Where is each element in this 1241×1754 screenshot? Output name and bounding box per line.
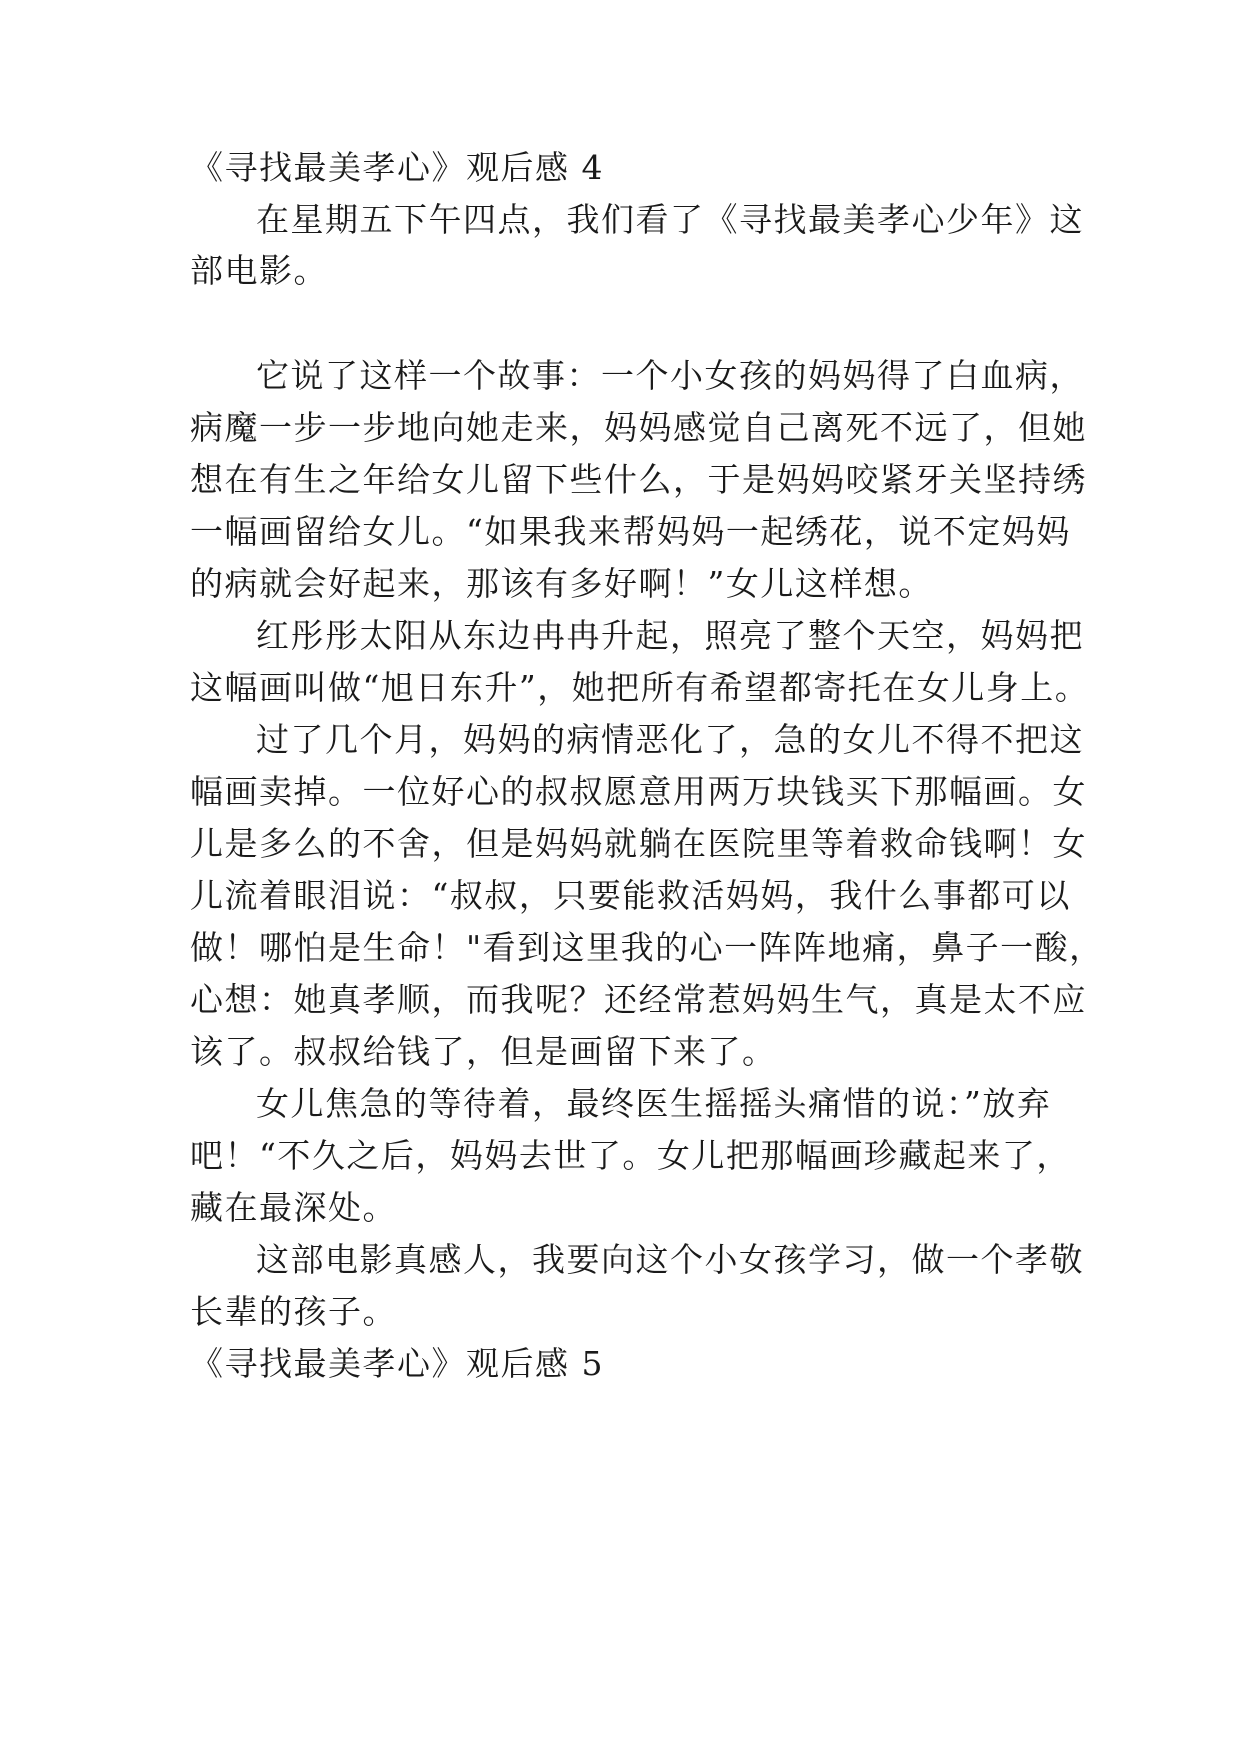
paragraph-5-line-2: 吧！“不久之后，妈妈去世了。女儿把那幅画珍藏起来了， — [190, 1136, 1071, 1175]
paragraph-1-line-2: 部电影。 — [190, 251, 328, 290]
essay-heading-4: 《寻找最美孝心》观后感 4 — [190, 148, 604, 187]
paragraph-6-line-2: 长辈的孩子。 — [190, 1292, 397, 1331]
paragraph-3-line-2: 这幅画叫做“旭日东升”，她把所有希望都寄托在女儿身上。 — [190, 668, 1090, 707]
paragraph-4-line-7: 该了。叔叔给钱了，但是画留下来了。 — [190, 1032, 777, 1071]
paragraph-4-line-1: 过了几个月，妈妈的病情恶化了，急的女儿不得不把这 — [256, 720, 1084, 759]
paragraph-4-line-6: 心想：她真孝顺，而我呢？还经常惹妈妈生气，真是太不应 — [190, 980, 1087, 1019]
paragraph-4-line-5: 做！哪怕是生命！"看到这里我的心一阵阵地痛，鼻子一酸， — [190, 928, 1104, 967]
paragraph-2-line-4: 一幅画留给女儿。“如果我来帮妈妈一起绣花，说不定妈妈 — [190, 512, 1071, 551]
paragraph-2-line-3: 想在有生之年给女儿留下些什么，于是妈妈咬紧牙关坚持绣 — [190, 460, 1087, 499]
paragraph-4-line-3: 儿是多么的不舍，但是妈妈就躺在医院里等着救命钱啊！女 — [190, 824, 1087, 863]
paragraph-5-line-1: 女儿焦急的等待着，最终医生摇摇头痛惜的说：”放弃 — [256, 1084, 1052, 1123]
paragraph-4-line-4: 儿流着眼泪说：“叔叔，只要能救活妈妈，我什么事都可以 — [190, 876, 1071, 915]
paragraph-2-line-5: 的病就会好起来，那该有多好啊！”女儿这样想。 — [190, 564, 933, 603]
paragraph-2-line-1: 它说了这样一个故事：一个小女孩的妈妈得了白血病， — [256, 356, 1084, 395]
paragraph-1-line-1: 在星期五下午四点，我们看了《寻找最美孝心少年》这 — [256, 200, 1084, 239]
paragraph-5-line-3: 藏在最深处。 — [190, 1188, 397, 1227]
paragraph-4-line-2: 幅画卖掉。一位好心的叔叔愿意用两万块钱买下那幅画。女 — [190, 772, 1087, 811]
paragraph-3-line-1: 红彤彤太阳从东边冉冉升起，照亮了整个天空，妈妈把 — [256, 616, 1084, 655]
paragraph-6-line-1: 这部电影真感人，我要向这个小女孩学习，做一个孝敬 — [256, 1240, 1084, 1279]
paragraph-2-line-2: 病魔一步一步地向她走来，妈妈感觉自己离死不远了，但她 — [190, 408, 1087, 447]
essay-heading-5: 《寻找最美孝心》观后感 5 — [190, 1344, 604, 1383]
